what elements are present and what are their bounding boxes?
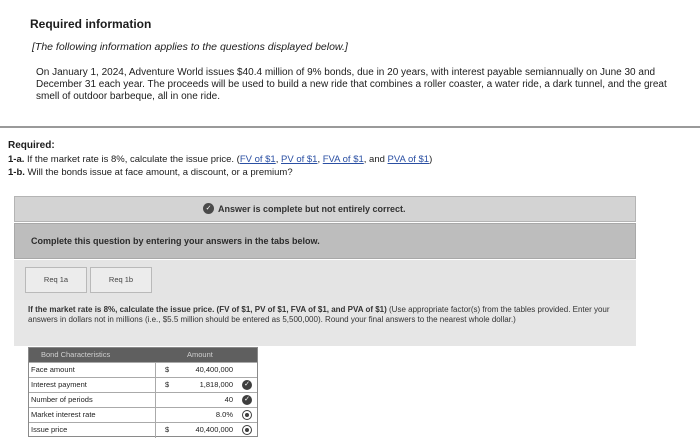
table-row bbox=[29, 392, 257, 407]
requirement-1a-number: 1-a. bbox=[8, 154, 25, 165]
pva-of-1-link[interactable]: PVA of $1 bbox=[387, 154, 430, 165]
link-separator: , and bbox=[363, 154, 388, 165]
requirement-1a-text: If the market rate is 8%, calculate the issue price. ( bbox=[27, 154, 240, 165]
partial-correct-icon: ✓ bbox=[203, 203, 214, 214]
table-row bbox=[29, 407, 257, 422]
dollar-sign: $ bbox=[165, 425, 170, 434]
market-rate-input[interactable]: 8.0% bbox=[215, 410, 233, 419]
row-label: Issue price bbox=[31, 425, 68, 434]
link-separator: , bbox=[275, 154, 282, 165]
dollar-sign: $ bbox=[165, 380, 170, 389]
answer-status-bar bbox=[14, 196, 636, 222]
instruction-rest: (Use appropriate factor(s) from the tables provided. Enter your answers in dollars not in millions (i.e., $5.5 million should be entered as 5,500,000). Round your final answers to the nearest whole dollar.) bbox=[28, 305, 610, 324]
row-label: Market interest rate bbox=[31, 410, 96, 419]
row-label: Face amount bbox=[31, 365, 75, 374]
issue-price-input[interactable]: 40,400,000 bbox=[195, 425, 233, 434]
required-information-panel bbox=[0, 0, 700, 128]
tab-content bbox=[14, 300, 636, 346]
correct-check-icon: ✓ bbox=[242, 380, 252, 390]
link-separator: , bbox=[317, 154, 323, 165]
complete-question-bar bbox=[14, 223, 636, 259]
tab-strip bbox=[14, 260, 636, 300]
tab-req-1a[interactable]: Req 1a bbox=[25, 267, 87, 293]
instruction-bold: If the market rate is 8%, calculate the issue price. (FV of $1, PV of $1, FVA of $1, and PVA of $1) bbox=[28, 305, 387, 314]
number-of-periods-input[interactable]: 40 bbox=[224, 395, 233, 404]
pv-of-1-link[interactable]: PV of $1 bbox=[281, 154, 318, 165]
table-row bbox=[29, 377, 257, 392]
dollar-sign: $ bbox=[165, 365, 170, 374]
required-information-title: Required information bbox=[30, 17, 152, 31]
partial-credit-icon bbox=[242, 425, 252, 435]
requirement-1b-text: Will the bonds issue at face amount, a discount, or a premium? bbox=[27, 167, 293, 178]
answer-status bbox=[203, 203, 406, 214]
complete-question-text: Complete this question by entering your answers in the tabs below. bbox=[31, 236, 320, 246]
table-row bbox=[29, 422, 257, 437]
problem-statement: On January 1, 2024, Adventure World issues $40.4 million of 9% bonds, due in 20 years, with interest payable semiannually on June 30 and December 31 each year. The proceeds will be used to build a new ride that combines a roller coaster, a water ride, a dark tunnel, and the great smell of outdoor barbeque, all in one ride. bbox=[36, 67, 667, 102]
header-amount: Amount bbox=[187, 350, 213, 359]
interest-payment-input[interactable]: 1,818,000 bbox=[199, 380, 233, 389]
fva-of-1-link[interactable]: FVA of $1 bbox=[322, 154, 364, 165]
fv-of-1-link[interactable]: FV of $1 bbox=[239, 154, 276, 165]
answer-status-text: Answer is complete but not entirely correct. bbox=[218, 203, 406, 214]
row-label: Number of periods bbox=[31, 395, 93, 404]
requirement-1b bbox=[8, 167, 293, 178]
requirement-1b-number: 1-b. bbox=[8, 167, 25, 178]
bond-table bbox=[28, 347, 258, 437]
instruction-text bbox=[28, 305, 614, 325]
face-amount-value[interactable]: 40,400,000 bbox=[195, 365, 233, 374]
link-close: ) bbox=[429, 154, 433, 165]
tab-req-1b[interactable]: Req 1b bbox=[90, 267, 152, 293]
partial-credit-icon bbox=[242, 410, 252, 420]
requirement-1a bbox=[8, 154, 432, 165]
row-label: Interest payment bbox=[31, 380, 87, 389]
table-row bbox=[29, 362, 257, 377]
required-label: Required: bbox=[8, 140, 55, 151]
correct-check-icon: ✓ bbox=[242, 395, 252, 405]
header-bond-characteristics: Bond Characteristics bbox=[41, 350, 111, 359]
table-header bbox=[29, 348, 257, 362]
information-note: [The following information applies to the questions displayed below.] bbox=[32, 41, 348, 53]
